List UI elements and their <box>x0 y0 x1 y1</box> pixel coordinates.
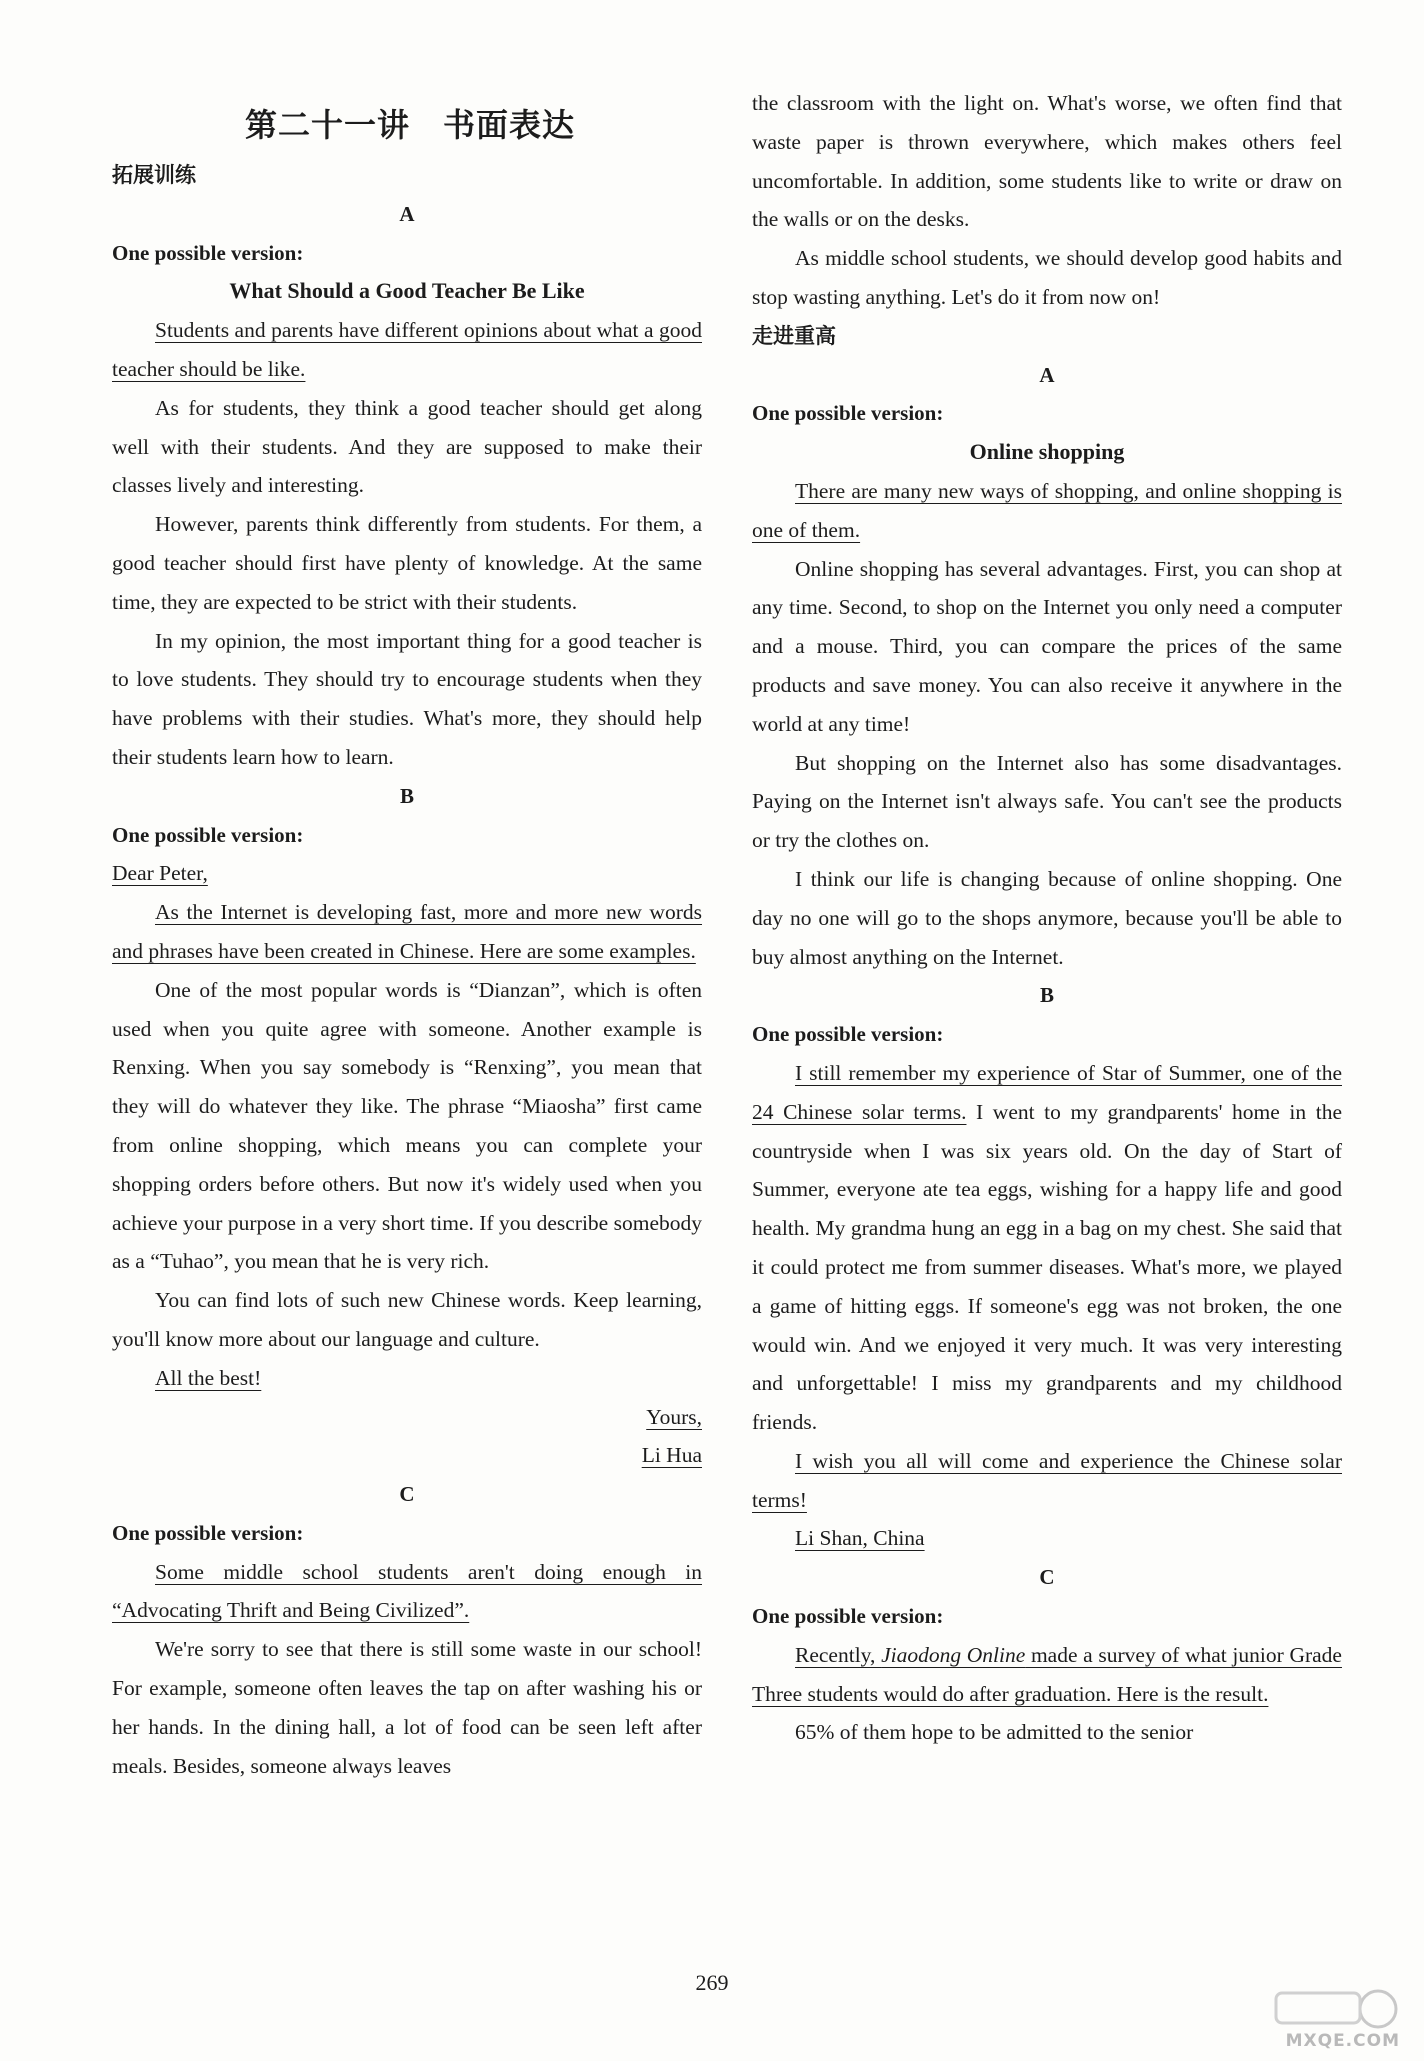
watermark-text: MXQE.COM <box>1285 2031 1400 2051</box>
underlined-sentence: Students and parents have different opinions about what a good teacher should be like. <box>112 318 702 381</box>
part-letter-c: C <box>399 1482 415 1507</box>
closing-text: All the best! <box>155 1365 262 1390</box>
part-letter-a: A <box>1039 362 1055 387</box>
paragraph <box>752 472 1342 550</box>
underlined-sentence: I wish you all will come and experience the Chinese solar terms! <box>752 1448 1342 1512</box>
essay-title: What Should a Good Teacher Be Like <box>229 278 585 304</box>
sentence-rest: I went to my grandparents' home in the countryside when I was six years old. On the day of Start of Summer, everyone ate tea eggs, wishing for a happy life and good health. My grandma hung an egg in a bag on my chest. She said that it could protect me from summer diseases. What's more, we played a game of hitting eggs. If someone's egg was not broken, the one would win. And we enjoyed it very much. It was very interesting and unforgettable! I miss my grandparents and my childhood friends. <box>752 1099 1342 1435</box>
closing <box>112 1359 702 1398</box>
paragraph: But shopping on the Internet also has some disadvantages. Paying on the Internet isn't always safe. You can't see the products or try the clothes on. <box>752 750 1342 853</box>
paragraph: As middle school students, we should develop good habits and stop wasting anything. Let's do it from now on! <box>752 246 1342 309</box>
version-label: One possible version: <box>752 401 944 426</box>
paragraph <box>112 1553 702 1631</box>
section-heading-zoujin: 走进重高 <box>752 323 836 348</box>
underlined-sentence: I still remember my experience of Star of Summer, one of the 24 Chinese solar terms. <box>752 1060 1342 1124</box>
page-title: 第二十一讲 书面表达 <box>244 106 575 144</box>
paragraph: the classroom with the light on. What's worse, we often find that waste paper is thrown everywhere, which makes others feel uncomfortable. In addition, some students like to write or draw on the walls or on the desks. <box>752 91 1342 232</box>
paragraph: In my opinion, the most important thing for a good teacher is to love students. They should try to encourage students when they have problems with their studies. What's more, they should help their students learn how to learn. <box>112 628 702 769</box>
paragraph <box>752 1054 1342 1442</box>
salutation-text: Dear Peter, <box>112 861 208 886</box>
text-part: made a survey of what junior Grade Three students would do after graduation. Here is the result. <box>752 1642 1342 1706</box>
paragraph <box>752 1442 1342 1520</box>
paragraph: I think our life is changing because of online shopping. One day no one will go to the shops anymore, because you'll be able to buy almost anything on the Internet. <box>752 866 1342 969</box>
yours-text: Yours, <box>646 1404 702 1429</box>
underlined-sentence <box>752 1643 1342 1706</box>
paragraph: However, parents think differently from students. For them, a good teacher should first have plenty of knowledge. At the same time, they are expected to be strict with their students. <box>112 512 702 614</box>
essay-title: Online shopping <box>969 439 1125 465</box>
paragraph: Online shopping has several advantages. First, you can shop at any time. Second, to shop on the Internet you only need a computer and a mouse. Third, you can compare the prices of the same products and save money. You can also receive it anywhere in the world at any time! <box>752 556 1342 736</box>
salutation <box>112 854 702 893</box>
paragraph: You can find lots of such new Chinese words. Keep learning, you'll know more about our language and culture. <box>112 1288 702 1351</box>
signature-text: Li Shan, China <box>795 1526 925 1551</box>
underlined-sentence: As the Internet is developing fast, more and more new words and phrases have been created in Chinese. Here are some examples. <box>112 900 702 963</box>
version-label: One possible version: <box>112 822 304 847</box>
version-label: One possible version: <box>112 1520 304 1545</box>
underlined-sentence: There are many new ways of shopping, and online shopping is one of them. <box>752 478 1342 542</box>
watermark-logo <box>1256 1985 1406 2055</box>
left-column <box>112 72 702 1785</box>
name-text: Li Hua <box>641 1443 702 1468</box>
paragraph: We're sorry to see that there is still some waste in our school! For example, someone often leaves the tap on after washing his or her hands. In the dining hall, a lot of food can be seen left after meals. Besides, someone always leaves <box>112 1637 702 1778</box>
signoff-yours <box>112 1398 702 1437</box>
italic-source-name: Jiaodong Online <box>881 1642 1026 1667</box>
right-column <box>752 84 1342 1752</box>
signoff-name <box>112 1436 702 1475</box>
version-label: One possible version: <box>112 240 304 265</box>
paragraph <box>112 311 702 389</box>
part-letter-a: A <box>399 201 415 226</box>
part-letter-b: B <box>1039 983 1054 1008</box>
page-number: 269 <box>695 1970 729 1995</box>
signature <box>752 1519 1342 1558</box>
paragraph: 65% of them hope to be admitted to the senior <box>795 1720 1194 1745</box>
paragraph <box>752 1636 1342 1714</box>
part-letter-b: B <box>399 783 414 808</box>
text-part: Recently, <box>795 1642 882 1667</box>
version-label: One possible version: <box>752 1604 944 1629</box>
paragraph: One of the most popular words is “Dianzan”, which is often used when you quite agree with someone. Another example is Renxing. When you say somebody is “Renxing”, you mean that they will do whatever they like. The phrase “Miaosha” first came from online shopping, which means you can complete your shopping orders before others. But now it's widely used when you achieve your purpose in a very short time. If you describe somebody as a “Tuhao”, you mean that he is very rich. <box>112 977 702 1274</box>
paragraph: As for students, they think a good teacher should get along well with their students. And they are supposed to make their classes lively and interesting. <box>112 395 702 498</box>
section-heading-tuozhan: 拓展训练 <box>112 163 196 187</box>
part-letter-c: C <box>1039 1565 1055 1590</box>
paragraph <box>112 893 702 971</box>
version-label: One possible version: <box>752 1022 944 1047</box>
underlined-sentence: Some middle school students aren't doing enough in “Advocating Thrift and Being Civilized”. <box>112 1559 702 1623</box>
